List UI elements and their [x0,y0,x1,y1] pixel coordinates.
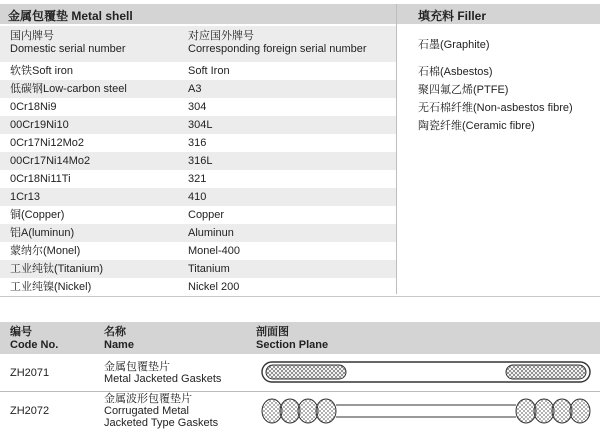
product-name-line: Jacketed Type Gaskets [104,417,219,429]
metal-shell-header [0,4,396,24]
code-en-label: Code No. [10,339,59,351]
domestic-cell: 软铁Soft iron [10,65,73,77]
corrugated-jacketed-section-drawing [260,395,592,427]
section-cn-label: 剖面图 [256,326,289,338]
column-divider [396,4,397,294]
table-bottom-divider [0,296,600,297]
foreign-cell: 321 [188,173,207,185]
foreign-cell: Nickel 200 [188,281,240,293]
name-cn-label: 名称 [104,326,126,338]
filler-item: 无石棉纤维(Non-asbestos fibre) [418,102,573,114]
foreign-cn-label: 对应国外牌号 [188,30,254,42]
domestic-en-label: Domestic serial number [10,43,126,55]
section-en-label: Section Plane [256,339,329,351]
domestic-cell: 工业纯镍(Nickel) [10,281,92,293]
filler-item: 石墨(Graphite) [418,39,490,51]
foreign-cell: Titanium [188,263,230,275]
foreign-cell: Aluminun [188,227,234,239]
corrugated-left-section [262,399,336,423]
product-row-divider [0,391,600,392]
product-table-header [0,322,600,354]
foreign-cell: Monel-400 [188,245,240,257]
product-name-line: 金属波形包覆垫片 [104,393,192,405]
foreign-cell: Copper [188,209,225,221]
name-en-label: Name [104,339,134,351]
filler-header [397,4,600,24]
corrugated-right-section [516,399,590,423]
metal-jacketed-section-drawing [260,357,592,387]
filler-title: 填充料 Filler [418,9,487,23]
metal-shell-title: 金属包覆垫 Metal shell [8,9,133,23]
domestic-cell: 00Cr19Ni10 [10,119,69,131]
filler-right [506,365,586,379]
domestic-cell: 1Cr13 [10,191,40,203]
filler-item: 石棉(Asbestos) [418,66,493,78]
filler-left [266,365,346,379]
product-name-line: Metal Jacketed Gaskets [104,373,222,385]
product-name-line: Corrugated Metal [104,405,189,417]
foreign-cell: 304 [188,101,207,113]
foreign-en-label: Corresponding foreign serial number [188,43,367,55]
code-cn-label: 编号 [10,326,32,338]
product-name-line: 金属包覆垫片 [104,361,170,373]
foreign-cell: A3 [188,83,202,95]
domestic-cell: 00Cr17Ni14Mo2 [10,155,91,167]
domestic-cell: 0Cr18Ni9 [10,101,57,113]
foreign-cell: 316 [188,137,207,149]
foreign-cell: 316L [188,155,213,167]
product-code: ZH2071 [10,367,50,379]
domestic-cell: 0Cr17Ni12Mo2 [10,137,84,149]
domestic-cell: 铜(Copper) [10,209,65,221]
foreign-cell: 410 [188,191,207,203]
domestic-cn-label: 国内牌号 [10,30,54,42]
domestic-cell: 低碳钢Low-carbon steel [10,83,127,95]
foreign-cell: 304L [188,119,213,131]
filler-item: 陶瓷纤维(Ceramic fibre) [418,120,535,132]
product-code: ZH2072 [10,405,50,417]
domestic-cell: 蒙纳尔(Monel) [10,245,81,257]
domestic-cell: 铝A(luminun) [10,227,75,239]
domestic-cell: 工业纯钛(Titanium) [10,263,104,275]
foreign-cell: Soft Iron [188,65,230,77]
filler-item: 聚四氟乙烯(PTFE) [418,84,509,96]
domestic-cell: 0Cr18Ni11Ti [10,173,71,185]
